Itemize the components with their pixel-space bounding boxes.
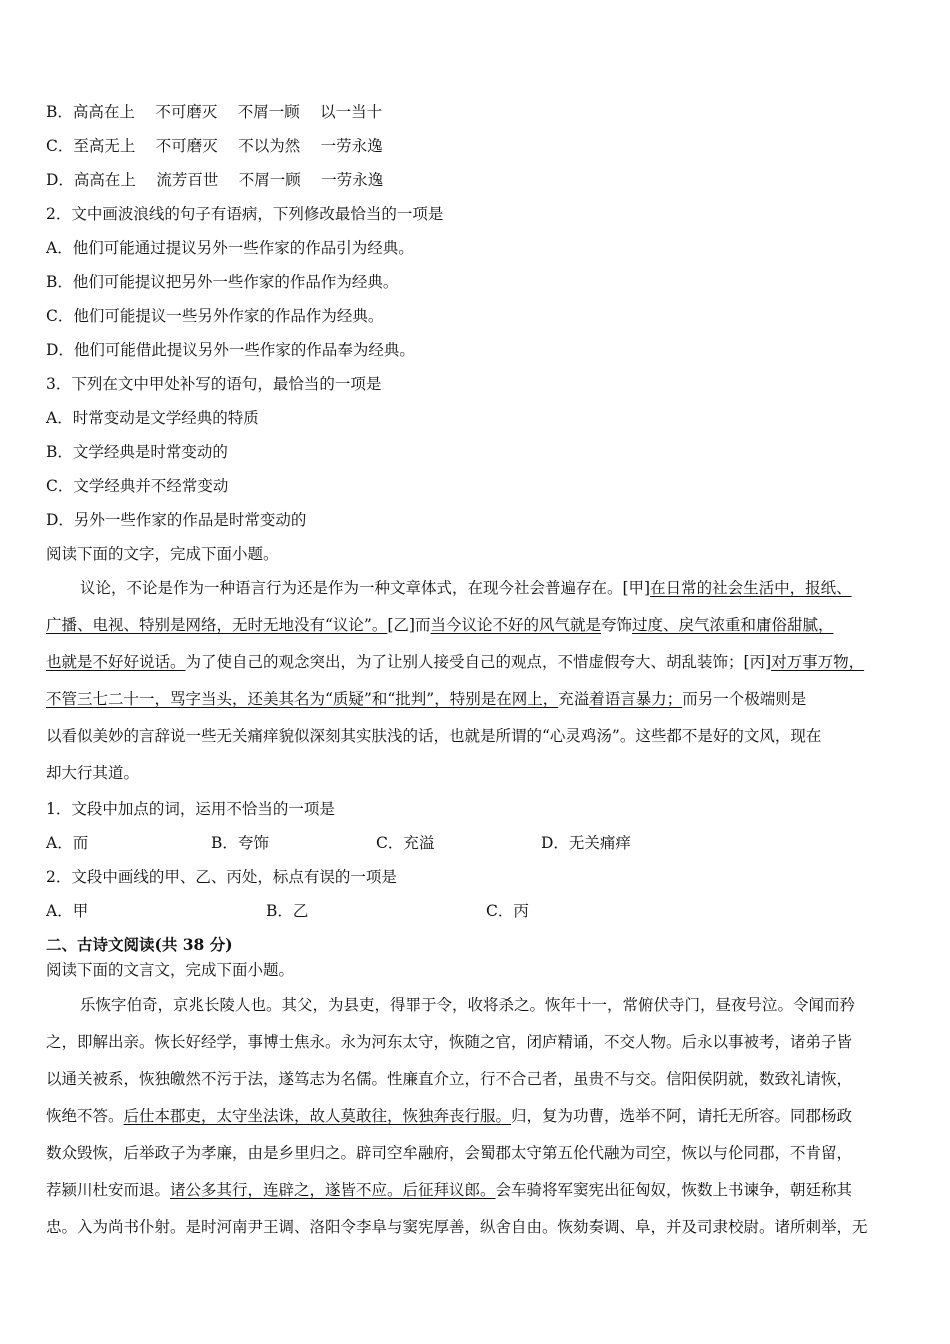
passage1-line: 以看似美妙的言辞说一些无关痛痒貌似深刻其实肤浅的话，也就是所谓的“心灵鸡汤”。这些都不是好的文风，现在	[46, 727, 822, 745]
passage1-line: 不管三七二十一，骂字当头，还美其名为“质疑”和“批判”，特别是在网上，充溢着语言暴力；而另一个极端则是	[46, 690, 807, 708]
reading1-q2-option-b: B．乙	[266, 902, 309, 920]
passage2-line: 乐恢字伯奇，京兆长陵人也。其父，为县吏，得罪于令，收将杀之。恢年十一，常俯伏寺门，昼夜号泣。令闻而矜	[80, 996, 856, 1014]
q3-option-c: C．文学经典并不经常变动	[46, 477, 229, 495]
reading1-q2-option-a: A．甲	[46, 902, 89, 920]
passage2-line: 数众毁恢，后举政子为孝廉，由是乡里归之。辟司空牟融府，会蜀郡太守第五伦代融为司空，恢以与伦同郡，不肯留，	[46, 1144, 853, 1162]
passage1-line: 却大行其道。	[46, 764, 140, 782]
passage1-line: 议论，不论是作为一种语言行为还是作为一种文章体式，在现今社会普遍存在。[甲]在日常的社会生活中，报纸、	[80, 579, 852, 597]
q2-option-b: B．他们可能提议把另外一些作家的作品作为经典。	[46, 273, 399, 291]
q3-option-b: B．文学经典是时常变动的	[46, 443, 228, 461]
passage2-line: 忠。入为尚书仆射。是时河南尹王调、洛阳令李阜与窦宪厚善，纵舍自由。恢劾奏调、阜，并及司隶校尉。诸所刺举，无	[46, 1218, 868, 1236]
passage2-line: 之，即解出亲。恢长好经学，事博士焦永。永为河东太守，恢随之官，闭庐精诵，不交人物。后永以事被考，诸弟子皆	[46, 1033, 853, 1051]
section2-intro: 阅读下面的文言文，完成下面小题。	[46, 961, 295, 979]
q1-option-b: B．高高在上 不可磨灭 不屑一顾 以一当十	[46, 103, 383, 121]
reading1-q2-option-c: C．丙	[486, 902, 529, 920]
passage2-line: 荐颍川杜安而退。诸公多其行，连辟之，遂皆不应。后征拜议郎。会车骑将军窦宪出征匈奴，恢数上书谏争，朝廷称其	[46, 1181, 853, 1199]
reading1-q1-option-a: A．而	[46, 834, 89, 852]
passage1-line: 广播、电视、特别是网络，无时无地没有“议论”。[乙]而当今议论不好的风气就是夸饰过度、戾气浓重和庸俗甜腻，	[46, 616, 834, 634]
q3-option-a: A．时常变动是文学经典的特质	[46, 409, 259, 427]
reading1-intro: 阅读下面的文字，完成下面小题。	[46, 545, 279, 563]
reading1-q1-option-b: B．夸饰	[211, 834, 269, 852]
q2-option-d: D．他们可能借此提议另外一些作家的作品奉为经典。	[46, 341, 415, 359]
q3-stem: 3．下列在文中甲处补写的语句，最恰当的一项是	[46, 375, 382, 393]
q3-option-d: D．另外一些作家的作品是时常变动的	[46, 511, 307, 529]
passage2-line: 以通关被系，恢独皦然不污于法，遂笃志为名儒。性廉直介立，行不合己者，虽贵不与交。信阳侯阴就，数致礼请恢，	[46, 1070, 853, 1088]
reading1-q1-stem: 1．文段中加点的词，运用不恰当的一项是	[46, 800, 335, 818]
q2-option-c: C．他们可能提议一些另外作家的作品作为经典。	[46, 307, 384, 325]
reading1-q2-stem: 2．文段中画线的甲、乙、丙处，标点有误的一项是	[46, 868, 397, 886]
reading1-q1-option-c: C．充溢	[376, 834, 435, 852]
passage2-line: 恢绝不答。后仕本郡吏，太守坐法诛，故人莫敢往，恢独奔丧行服。归，复为功曹，选举不阿，请托无所容。同郡杨政	[46, 1107, 853, 1125]
q2-option-a: A．他们可能通过提议另外一些作家的作品引为经典。	[46, 239, 414, 257]
reading1-q1-option-d: D．无关痛痒	[541, 834, 631, 852]
section2-heading: 二、古诗文阅读(共 38 分)	[46, 935, 233, 954]
passage1-line: 也就是不好好说话。为了使自己的观念突出，为了让别人接受自己的观点，不惜虚假夸大、胡乱装饰；[丙]对万事万物，	[46, 653, 865, 671]
q1-option-d: D．高高在上 流芳百世 不屑一顾 一劳永逸	[46, 171, 384, 189]
q2-stem: 2．文中画波浪线的句子有语病，下列修改最恰当的一项是	[46, 205, 444, 223]
q1-option-c: C．至高无上 不可磨灭 不以为然 一劳永逸	[46, 137, 383, 155]
